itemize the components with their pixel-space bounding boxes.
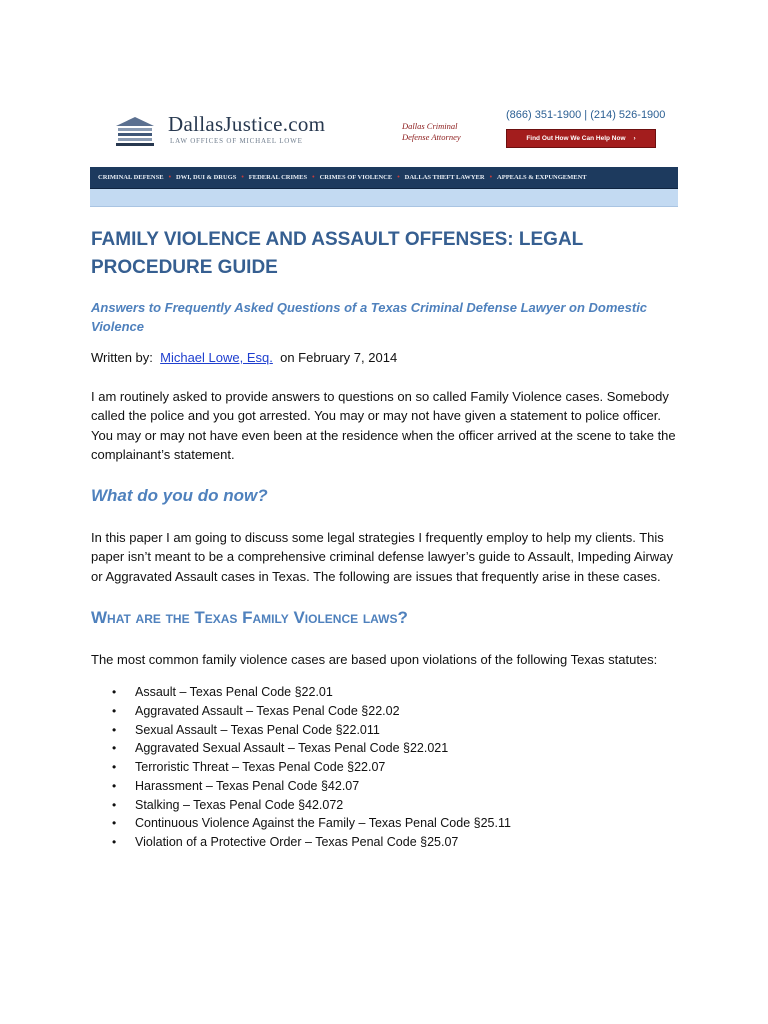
nav-separator: •: [397, 174, 400, 181]
list-item: [91, 833, 681, 852]
strategy-paragraph: In this paper I am going to discuss some legal strategies I frequently employ to help my clients. This paper isn’t meant to be a comprehensive criminal defense lawyer’s guide to Assault, Impeding Airway or Aggravated Assault cases in Texas. The following are issues that frequently arise in these cases.: [91, 530, 673, 584]
nav-item-crimes-of-violence[interactable]: CRIMES OF VIOLENCE: [319, 174, 393, 181]
nav-separator: •: [312, 174, 315, 181]
nav-separator: •: [168, 174, 172, 181]
courthouse-logo-icon: [114, 114, 156, 148]
bullet-icon: •: [112, 685, 117, 700]
author-link[interactable]: Michael Lowe, Esq.: [160, 350, 273, 365]
list-item: [91, 721, 681, 740]
bullet-icon: •: [112, 741, 117, 756]
statute-text: Continuous Violence Against the Family – Texas Penal Code §25.11: [135, 816, 511, 831]
list-item: [91, 758, 681, 777]
statute-list: [91, 683, 681, 851]
list-item: [91, 702, 681, 721]
arrow-right-icon: ›: [633, 135, 636, 142]
bullet-icon: •: [112, 816, 117, 831]
statute-text: Stalking – Texas Penal Code §42.072: [135, 797, 344, 812]
bullet-icon: •: [112, 760, 117, 775]
main-nav: [90, 167, 678, 189]
bullet-icon: •: [112, 835, 117, 849]
site-logo[interactable]: DallasJustice.com: [168, 112, 326, 136]
nav-item-appeals-expungement[interactable]: APPEALS & EXPUNGEMENT: [497, 174, 587, 181]
byline-prefix: Written by:: [91, 350, 153, 365]
article-subtitle: Answers to Frequently Asked Questions of a Texas Criminal Defense Lawyer on Domestic Violence: [91, 300, 648, 334]
help-now-button[interactable]: [506, 129, 656, 148]
section-heading-what-now: What do you do now?: [91, 486, 268, 506]
statute-text: Violation of a Protective Order – Texas Penal Code §25.07: [135, 835, 459, 849]
list-item: [91, 739, 681, 758]
list-item: [91, 777, 681, 796]
bullet-icon: •: [112, 704, 117, 719]
statute-text: Aggravated Sexual Assault – Texas Penal Code §22.021: [135, 741, 449, 756]
bullet-icon: •: [112, 778, 117, 793]
help-now-label: Find Out How We Can Help Now: [526, 135, 626, 142]
nav-item-dwi-dui-drugs[interactable]: DWI, DUI & DRUGS: [176, 174, 237, 181]
nav-separator: •: [489, 174, 493, 181]
tagline: Dallas Criminal Defense Attorney: [402, 121, 461, 142]
article: [91, 226, 681, 852]
section-heading-texas-laws: What are the Texas Family Violence laws?: [91, 608, 408, 628]
publish-date: on February 7, 2014: [280, 350, 398, 365]
nav-item-criminal-defense[interactable]: CRIMINAL DEFENSE: [98, 174, 164, 181]
nav-subbar: [90, 189, 678, 207]
statute-text: Sexual Assault – Texas Penal Code §22.011: [135, 722, 380, 737]
intro-paragraph: I am routinely asked to provide answers to questions on so called Family Violence cases. Somebody called the police and you got arrested. You may or may not have given a statement to police officer. You may or may not have even been at the residence when the officer arrived at the scene to take the complainant’s statement.: [91, 389, 676, 462]
logo-subtitle: LAW OFFICES OF MICHAEL LOWE: [170, 137, 303, 145]
statute-text: Terroristic Threat – Texas Penal Code §22.07: [135, 760, 386, 775]
list-item: [91, 796, 681, 815]
list-item: [91, 683, 681, 702]
list-item: [91, 814, 681, 833]
nav-separator: •: [241, 174, 244, 181]
article-title: FAMILY VIOLENCE AND ASSAULT OFFENSES: LEGAL PROCEDURE GUIDE: [91, 229, 583, 278]
statute-text: Assault – Texas Penal Code §22.01: [135, 685, 333, 700]
bullet-icon: •: [112, 797, 117, 812]
bullet-icon: •: [112, 722, 117, 737]
statute-text: Aggravated Assault – Texas Penal Code §22.02: [135, 704, 400, 719]
nav-item-dallas-theft-lawyer[interactable]: DALLAS THEFT LAWYER: [404, 174, 485, 181]
nav-item-federal-crimes[interactable]: FEDERAL CRIMES: [248, 174, 308, 181]
byline: [91, 349, 681, 367]
phone-numbers[interactable]: (866) 351-1900 | (214) 526-1900: [506, 109, 666, 121]
site-banner: [90, 100, 678, 210]
statutes-intro-paragraph: The most common family violence cases are based upon violations of the following Texas statutes:: [91, 652, 658, 668]
statute-text: Harassment – Texas Penal Code §42.07: [135, 778, 360, 793]
